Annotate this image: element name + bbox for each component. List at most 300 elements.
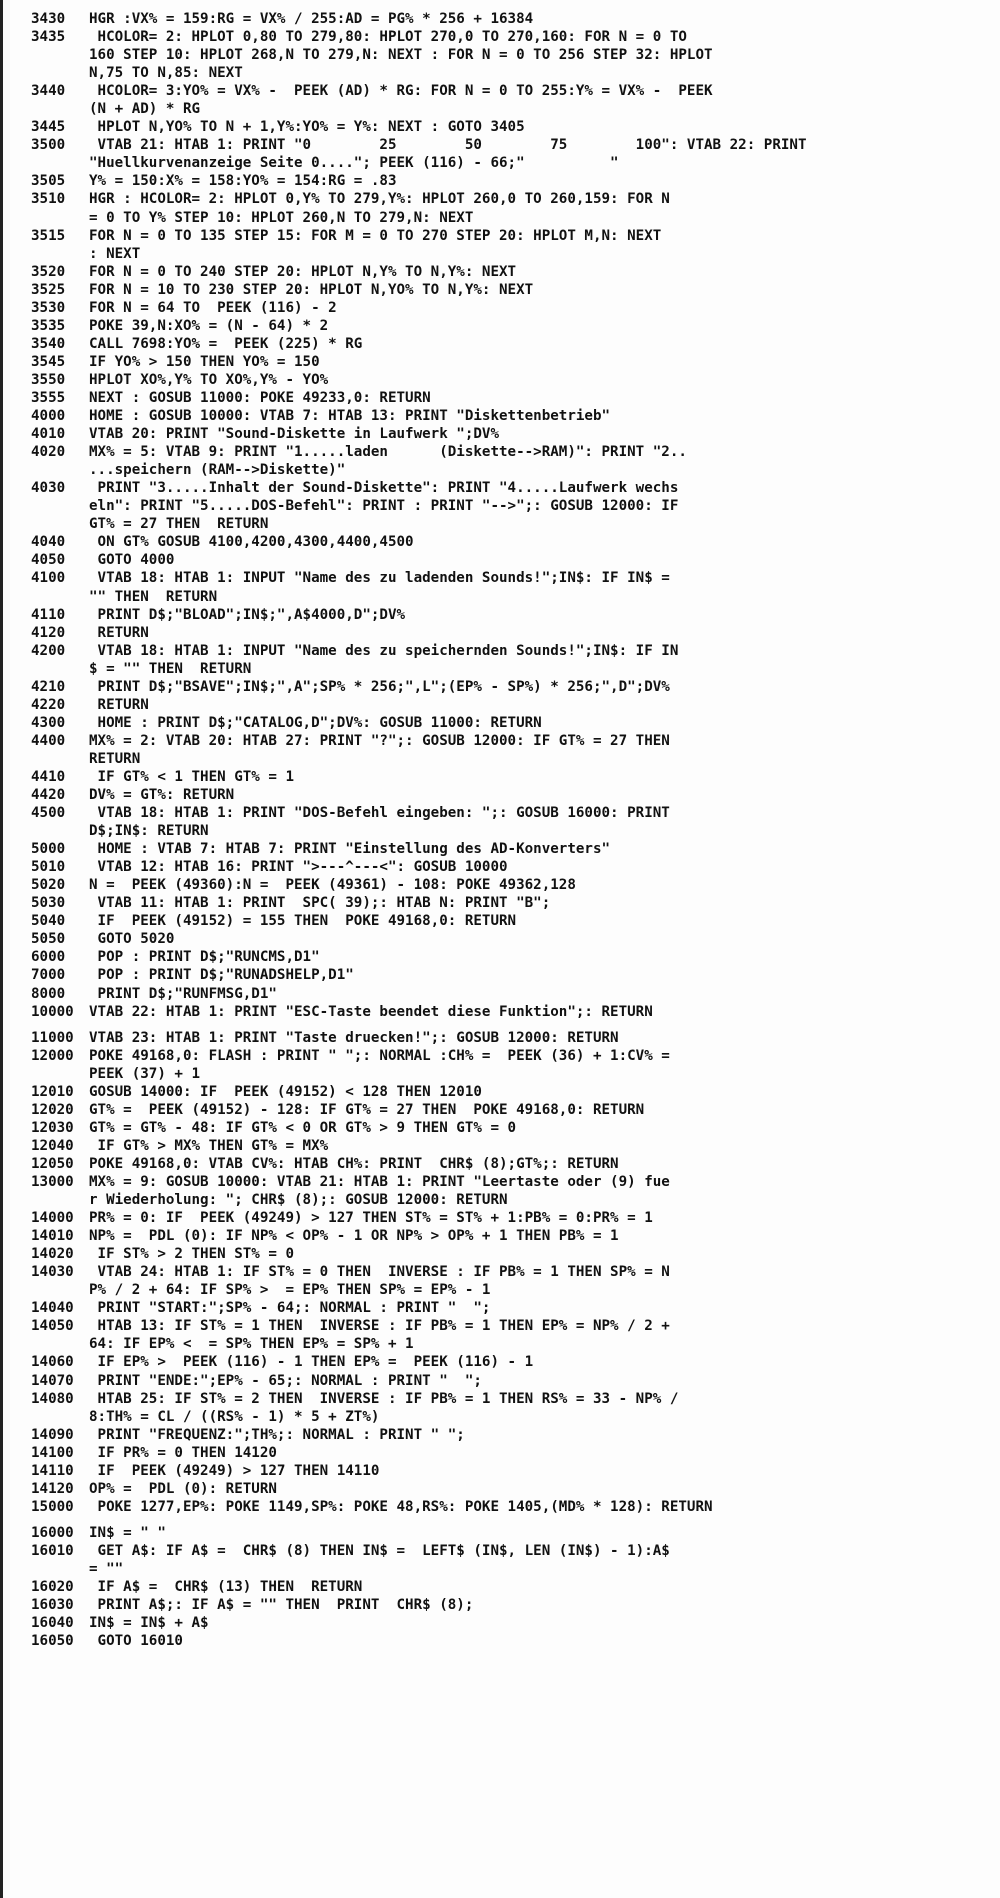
line-number: 3530	[31, 299, 66, 316]
code-text: NP% = PDL (0): IF NP% < OP% - 1 OR NP% > OP% + 1 THEN PB% = 1	[89, 1228, 619, 1245]
code-text: PR% = 0: IF PEEK (49249) > 127 THEN ST% = ST% + 1:PB% = 0:PR% = 1	[89, 1210, 653, 1227]
code-line	[31, 768, 994, 786]
code-line	[31, 479, 994, 533]
code-line	[31, 804, 994, 840]
code-text: GT% = GT% - 48: IF GT% < 0 OR GT% > 9 THEN GT% = 0	[89, 1119, 517, 1136]
code-text: RETURN	[89, 750, 141, 767]
code-line	[31, 948, 994, 966]
line-code	[89, 1029, 619, 1047]
line-code	[89, 190, 670, 226]
line-code	[89, 1614, 209, 1632]
line-code	[89, 696, 149, 714]
code-line	[31, 1101, 994, 1119]
line-code	[89, 1444, 277, 1462]
code-line	[31, 299, 994, 317]
code-text: IF PR% = 0 THEN 14120	[89, 1444, 277, 1461]
code-line	[31, 1047, 994, 1083]
line-code	[89, 263, 516, 281]
line-number: 4110	[31, 606, 66, 623]
line-code	[89, 299, 337, 317]
line-number: 14060	[31, 1354, 74, 1371]
line-code	[89, 425, 499, 443]
code-line	[31, 1003, 994, 1021]
line-number: 4200	[31, 642, 66, 659]
line-code	[89, 1596, 473, 1614]
code-text: HOME : PRINT D$;"CATALOG,D";DV%: GOSUB 11000: RETURN	[89, 714, 542, 731]
line-code	[89, 353, 320, 371]
line-number: 16000	[31, 1524, 74, 1541]
code-text: GET A$: IF A$ = CHR$ (8) THEN IN$ = LEFT$ (IN$, LEN (IN$) - 1):A$	[89, 1542, 670, 1559]
line-number: 5040	[31, 913, 66, 930]
code-text: ...speichern (RAM-->Diskette)"	[89, 462, 346, 479]
code-text: ON GT% GOSUB 4100,4200,4300,4400,4500	[89, 534, 414, 551]
line-code	[89, 606, 405, 624]
code-line	[31, 1029, 994, 1047]
line-number: 4300	[31, 714, 66, 731]
line-code	[89, 894, 550, 912]
line-number: 14120	[31, 1480, 74, 1497]
line-code	[89, 28, 713, 82]
line-number: 16010	[31, 1542, 74, 1559]
line-number: 7000	[31, 967, 66, 984]
code-text: VTAB 11: HTAB 1: PRINT SPC( 39);: HTAB N: PRINT "B";	[89, 895, 551, 912]
line-code	[89, 1317, 670, 1353]
line-code	[89, 1263, 670, 1299]
line-number: 3435	[31, 29, 66, 46]
code-line	[31, 606, 994, 624]
code-line	[31, 678, 994, 696]
line-code	[89, 407, 610, 425]
code-line	[31, 966, 994, 984]
line-code	[89, 389, 431, 407]
line-code	[89, 1542, 670, 1578]
code-text: POKE 49168,0: FLASH : PRINT " ";: NORMAL :CH% = PEEK (36) + 1:CV% =	[89, 1047, 670, 1064]
code-text: NEXT : GOSUB 11000: POKE 49233,0: RETURN	[89, 389, 431, 406]
line-number: 3545	[31, 353, 66, 370]
code-line	[31, 353, 994, 371]
code-text: r Wiederholung: "; CHR$ (8);: GOSUB 12000: RETURN	[89, 1192, 508, 1209]
line-code	[89, 551, 174, 569]
code-text: FOR N = 10 TO 230 STEP 20: HPLOT N,YO% TO N,Y%: NEXT	[89, 281, 534, 298]
code-line	[31, 1263, 994, 1299]
line-number: 12020	[31, 1101, 74, 1118]
code-text: N,75 TO N,85: NEXT	[89, 65, 243, 82]
code-text: FOR N = 0 TO 135 STEP 15: FOR M = 0 TO 270 STEP 20: HPLOT M,N: NEXT	[89, 227, 662, 244]
line-code	[89, 1209, 653, 1227]
line-number: 3500	[31, 137, 66, 154]
code-text: HGR : HCOLOR= 2: HPLOT 0,Y% TO 279,Y%: HPLOT 260,0 TO 260,159: FOR N	[89, 191, 670, 208]
code-line	[31, 840, 994, 858]
line-code	[89, 985, 277, 1003]
code-text: RETURN	[89, 624, 149, 641]
code-text: IF ST% > 2 THEN ST% = 0	[89, 1246, 294, 1263]
code-text: PRINT D$;"RUNFMSG,D1"	[89, 985, 277, 1002]
code-text: = 0 TO Y% STEP 10: HPLOT 260,N TO 279,N: NEXT	[89, 209, 474, 226]
line-code	[89, 930, 174, 948]
code-line	[31, 1390, 994, 1426]
code-text: "Huellkurvenanzeige Seite 0...."; PEEK (116) - 66;" "	[89, 155, 619, 172]
code-text: IN$ = IN$ + A$	[89, 1615, 209, 1632]
code-text: MX% = 9: GOSUB 10000: VTAB 21: HTAB 1: PRINT "Leertaste oder (9) fue	[89, 1174, 670, 1190]
line-code	[89, 1137, 328, 1155]
line-code	[89, 804, 670, 840]
line-number: 3510	[31, 191, 66, 208]
code-text: IF GT% < 1 THEN GT% = 1	[89, 768, 294, 785]
code-text: HTAB 13: IF ST% = 1 THEN INVERSE : IF PB% = 1 THEN EP% = NP% / 2 +	[89, 1318, 670, 1335]
line-number: 4210	[31, 678, 66, 695]
line-code	[89, 642, 678, 678]
line-number: 12010	[31, 1083, 74, 1100]
line-code	[89, 714, 542, 732]
code-line	[31, 118, 994, 136]
code-text: P% / 2 + 64: IF SP% > = EP% THEN SP% = EP% - 1	[89, 1282, 491, 1299]
code-text: Y% = 150:X% = 158:YO% = 154:RG = .83	[89, 173, 397, 190]
line-code	[89, 371, 328, 389]
code-line	[31, 317, 994, 335]
code-line	[31, 985, 994, 1003]
code-text: GOTO 4000	[89, 552, 175, 569]
code-line	[31, 1632, 994, 1650]
code-text: VTAB 24: HTAB 1: IF ST% = 0 THEN INVERSE : IF PB% = 1 THEN SP% = N	[89, 1264, 670, 1281]
line-number: 8000	[31, 985, 66, 1002]
code-line	[31, 551, 994, 569]
code-text: IF YO% > 150 THEN YO% = 150	[89, 353, 320, 370]
line-code	[89, 768, 294, 786]
code-line	[31, 624, 994, 642]
line-code	[89, 1462, 379, 1480]
line-code	[89, 1498, 713, 1516]
code-line	[31, 1353, 994, 1371]
code-text: MX% = 5: VTAB 9: PRINT "1.....laden (Diskette-->RAM)": PRINT "2..	[89, 444, 687, 461]
code-text: (N + AD) * RG	[89, 101, 201, 118]
line-number: 4010	[31, 426, 66, 443]
code-line	[31, 1245, 994, 1263]
line-number: 14080	[31, 1390, 74, 1407]
line-code	[89, 1632, 183, 1650]
code-line	[31, 1227, 994, 1245]
code-line	[31, 1083, 994, 1101]
code-line	[31, 930, 994, 948]
code-text: GOSUB 14000: IF PEEK (49152) < 128 THEN 12010	[89, 1083, 482, 1100]
code-text: VTAB 23: HTAB 1: PRINT "Taste druecken!";: GOSUB 12000: RETURN	[89, 1029, 619, 1046]
code-line	[31, 136, 994, 172]
line-code	[89, 1578, 362, 1596]
code-text: FOR N = 0 TO 240 STEP 20: HPLOT N,Y% TO N,Y%: NEXT	[89, 263, 517, 280]
code-text: 64: IF EP% < = SP% THEN EP% = SP% + 1	[89, 1336, 414, 1353]
line-number: 12040	[31, 1137, 74, 1154]
code-text: eln": PRINT "5.....DOS-Befehl": PRINT : PRINT "-->";: GOSUB 12000: IF	[89, 498, 679, 515]
code-line	[31, 1480, 994, 1498]
line-code	[89, 1299, 490, 1317]
code-text: VTAB 22: HTAB 1: PRINT "ESC-Taste beendet diese Funktion";: RETURN	[89, 1003, 653, 1020]
code-text: IF A$ = CHR$ (13) THEN RETURN	[89, 1579, 363, 1596]
code-text: PRINT A$;: IF A$ = "" THEN PRINT CHR$ (8);	[89, 1597, 474, 1614]
code-text: HPLOT XO%,Y% TO XO%,Y% - YO%	[89, 371, 329, 388]
code-line	[31, 1155, 994, 1173]
code-text: RETURN	[89, 696, 149, 713]
code-text: 160 STEP 10: HPLOT 268,N TO 279,N: NEXT : FOR N = 0 TO 256 STEP 32: HPLOT	[89, 47, 713, 64]
line-number: 14050	[31, 1318, 74, 1335]
code-line	[31, 190, 994, 226]
line-number: 4420	[31, 787, 66, 804]
line-number: 16040	[31, 1615, 74, 1632]
line-code	[89, 1101, 644, 1119]
code-line	[31, 407, 994, 425]
line-code	[89, 479, 678, 533]
code-text: HCOLOR= 3:YO% = VX% - PEEK (AD) * RG: FOR N = 0 TO 255:Y% = VX% - PEEK	[89, 83, 713, 100]
line-number: 14040	[31, 1300, 74, 1317]
line-number: 5010	[31, 859, 66, 876]
code-text: PEEK (37) + 1	[89, 1065, 201, 1082]
code-text: GOTO 16010	[89, 1633, 183, 1650]
code-line	[31, 1137, 994, 1155]
line-number: 12050	[31, 1155, 74, 1172]
line-code	[89, 1245, 294, 1263]
code-text: PRINT "ENDE:";EP% - 65;: NORMAL : PRINT " ";	[89, 1372, 482, 1389]
code-text: = ""	[89, 1560, 124, 1577]
code-line	[31, 371, 994, 389]
line-number: 4120	[31, 624, 66, 641]
line-number: 4100	[31, 570, 66, 587]
line-number: 12030	[31, 1119, 74, 1136]
code-line	[31, 894, 994, 912]
code-text: PRINT "START:";SP% - 64;: NORMAL : PRINT " ";	[89, 1300, 491, 1317]
code-line	[31, 1426, 994, 1444]
line-number: 5000	[31, 841, 66, 858]
line-number: 3440	[31, 83, 66, 100]
line-number: 4220	[31, 696, 66, 713]
code-line	[31, 28, 994, 82]
line-code	[89, 317, 328, 335]
code-text: POP : PRINT D$;"RUNADSHELP,D1"	[89, 967, 354, 984]
line-number: 14030	[31, 1264, 74, 1281]
line-code	[89, 876, 576, 894]
code-text: DV% = GT%: RETURN	[89, 787, 235, 804]
line-number: 4500	[31, 805, 66, 822]
line-code	[89, 1155, 619, 1173]
code-text: OP% = PDL (0): RETURN	[89, 1480, 277, 1497]
line-code	[89, 118, 525, 136]
line-number: 3535	[31, 317, 66, 334]
code-line	[31, 227, 994, 263]
code-line	[31, 732, 994, 768]
line-number: 16030	[31, 1597, 74, 1614]
code-text: VTAB 12: HTAB 16: PRINT ">---^---<": GOSUB 10000	[89, 859, 508, 876]
line-number: 4030	[31, 480, 66, 497]
line-code	[89, 1524, 166, 1542]
line-code	[89, 858, 508, 876]
code-text: MX% = 2: VTAB 20: HTAB 27: PRINT "?";: GOSUB 12000: IF GT% = 27 THEN	[89, 732, 670, 749]
code-line	[31, 1119, 994, 1137]
code-line	[31, 1498, 994, 1516]
line-code	[89, 624, 149, 642]
line-code	[89, 1083, 482, 1101]
line-number: 5050	[31, 931, 66, 948]
code-text: CALL 7698:YO% = PEEK (225) * RG	[89, 335, 363, 352]
code-text: IF PEEK (49152) = 155 THEN POKE 49168,0: RETURN	[89, 913, 517, 930]
line-code	[89, 1119, 516, 1137]
code-line	[31, 10, 994, 28]
line-code	[89, 1003, 653, 1021]
line-code	[89, 912, 516, 930]
line-number: 4410	[31, 768, 66, 785]
line-number: 4000	[31, 408, 66, 425]
code-text: VTAB 21: HTAB 1: PRINT "0 25 50 75 100": VTAB 22: PRINT	[89, 137, 807, 154]
line-code	[89, 281, 533, 299]
line-code	[89, 1173, 670, 1209]
code-text: FOR N = 64 TO PEEK (116) - 2	[89, 299, 337, 316]
line-number: 3430	[31, 11, 66, 27]
line-code	[89, 1426, 465, 1444]
code-text: POKE 49168,0: VTAB CV%: HTAB CH%: PRINT CHR$ (8);GT%;: RETURN	[89, 1155, 619, 1172]
line-number: 3520	[31, 263, 66, 280]
line-number: 16050	[31, 1633, 74, 1650]
code-text: VTAB 18: HTAB 1: INPUT "Name des zu ladenden Sounds!";IN$: IF IN$ =	[89, 570, 670, 587]
code-text: IF EP% > PEEK (116) - 1 THEN EP% = PEEK (116) - 1	[89, 1354, 534, 1371]
code-line	[31, 1614, 994, 1632]
code-line	[31, 1596, 994, 1614]
line-number: 3555	[31, 389, 66, 406]
code-line	[31, 696, 994, 714]
code-text: : NEXT	[89, 245, 141, 262]
code-line	[31, 425, 994, 443]
code-text: VTAB 18: HTAB 1: INPUT "Name des zu speichernden Sounds!";IN$: IF IN	[89, 642, 679, 659]
code-line	[31, 1462, 994, 1480]
code-text: D$;IN$: RETURN	[89, 823, 209, 840]
code-line	[31, 1524, 994, 1542]
line-number: 10000	[31, 1003, 74, 1020]
code-text: IF GT% > MX% THEN GT% = MX%	[89, 1137, 329, 1154]
line-code	[89, 948, 320, 966]
code-text: VTAB 18: HTAB 1: PRINT "DOS-Befehl eingeben: ";: GOSUB 16000: PRINT	[89, 805, 670, 822]
line-code	[89, 136, 807, 172]
code-line	[31, 1444, 994, 1462]
line-number: 3540	[31, 335, 66, 352]
code-line	[31, 1317, 994, 1353]
code-text: PRINT D$;"BLOAD";IN$;",A$4000,D";DV%	[89, 606, 406, 623]
line-number: 3515	[31, 227, 66, 244]
code-line	[31, 172, 994, 190]
line-code	[89, 10, 533, 28]
code-line	[31, 281, 994, 299]
line-number: 4400	[31, 732, 66, 749]
line-number: 4040	[31, 534, 66, 551]
line-code	[89, 1047, 670, 1083]
line-code	[89, 966, 354, 984]
line-number: 6000	[31, 949, 66, 966]
line-code	[89, 82, 713, 118]
code-line	[31, 263, 994, 281]
line-code	[89, 172, 397, 190]
line-number: 4020	[31, 444, 66, 461]
line-number: 3445	[31, 119, 66, 136]
code-text: IF PEEK (49249) > 127 THEN 14110	[89, 1462, 380, 1479]
line-code	[89, 335, 362, 353]
line-number: 14020	[31, 1246, 74, 1263]
line-number: 3550	[31, 371, 66, 388]
line-code	[89, 1372, 482, 1390]
code-line	[31, 443, 994, 479]
line-code	[89, 678, 670, 696]
line-number: 14070	[31, 1372, 74, 1389]
code-text: PRINT "FREQUENZ:";TH%;: NORMAL : PRINT " ";	[89, 1426, 465, 1443]
code-text: HPLOT N,YO% TO N + 1,Y%:YO% = Y%: NEXT : GOTO 3405	[89, 119, 525, 136]
line-number: 11000	[31, 1029, 74, 1046]
code-line	[31, 82, 994, 118]
line-code	[89, 1390, 678, 1426]
line-code	[89, 1227, 619, 1245]
line-number: 14090	[31, 1426, 74, 1443]
code-text: GT% = 27 THEN RETURN	[89, 516, 269, 533]
code-line	[31, 642, 994, 678]
code-text: $ = "" THEN RETURN	[89, 660, 252, 677]
code-text: POKE 1277,EP%: POKE 1149,SP%: POKE 48,RS%: POKE 1405,(MD% * 128): RETURN	[89, 1498, 713, 1515]
code-text: HTAB 25: IF ST% = 2 THEN INVERSE : IF PB% = 1 THEN RS% = 33 - NP% /	[89, 1390, 679, 1407]
code-text: IN$ = " "	[89, 1524, 166, 1541]
line-number: 4050	[31, 552, 66, 569]
code-text: PRINT "3.....Inhalt der Sound-Diskette": PRINT "4.....Laufwerk wechs	[89, 480, 679, 497]
line-code	[89, 443, 687, 479]
code-text: POKE 39,N:XO% = (N - 64) * 2	[89, 317, 329, 334]
code-line	[31, 912, 994, 930]
line-number: 16020	[31, 1579, 74, 1596]
line-code	[89, 227, 661, 263]
line-number: 14010	[31, 1228, 74, 1245]
line-code	[89, 840, 610, 858]
code-text: "" THEN RETURN	[89, 588, 218, 605]
code-line	[31, 714, 994, 732]
line-number: 14100	[31, 1444, 74, 1461]
line-code	[89, 533, 414, 551]
line-number: 5020	[31, 877, 66, 894]
code-text: GOTO 5020	[89, 931, 175, 948]
code-text: 8:TH% = CL / ((RS% - 1) * 5 + ZT%)	[89, 1408, 380, 1425]
code-text: VTAB 20: PRINT "Sound-Diskette in Laufwerk ";DV%	[89, 426, 499, 443]
code-line	[31, 1173, 994, 1209]
code-line	[31, 1299, 994, 1317]
line-number: 5030	[31, 895, 66, 912]
line-number: 12000	[31, 1047, 74, 1064]
code-line	[31, 858, 994, 876]
line-number: 14000	[31, 1210, 74, 1227]
line-code	[89, 1480, 277, 1498]
line-number: 3525	[31, 281, 66, 298]
code-text: N = PEEK (49360):N = PEEK (49361) - 108: POKE 49362,128	[89, 877, 576, 894]
code-text: PRINT D$;"BSAVE";IN$;",A";SP% * 256;",L";(EP% - SP%) * 256;",D";DV%	[89, 678, 670, 695]
line-code	[89, 569, 670, 605]
code-line	[31, 389, 994, 407]
code-text: HOME : VTAB 7: HTAB 7: PRINT "Einstellung des AD-Konverters"	[89, 841, 611, 858]
code-text: HOME : GOSUB 10000: VTAB 7: HTAB 13: PRINT "Diskettenbetrieb"	[89, 408, 611, 425]
code-line	[31, 533, 994, 551]
code-line	[31, 335, 994, 353]
code-line	[31, 786, 994, 804]
line-number: 14110	[31, 1462, 74, 1479]
code-line	[31, 1542, 994, 1578]
code-line	[31, 1578, 994, 1596]
code-text: GT% = PEEK (49152) - 128: IF GT% = 27 THEN POKE 49168,0: RETURN	[89, 1101, 645, 1118]
code-text: POP : PRINT D$;"RUNCMS,D1"	[89, 949, 320, 966]
line-number: 3505	[31, 173, 66, 190]
line-code	[89, 1353, 533, 1371]
line-code	[89, 786, 234, 804]
code-line	[31, 876, 994, 894]
code-line	[31, 1372, 994, 1390]
code-line	[31, 1209, 994, 1227]
line-number: 13000	[31, 1174, 74, 1190]
line-code	[89, 732, 670, 768]
line-number: 15000	[31, 1498, 74, 1515]
